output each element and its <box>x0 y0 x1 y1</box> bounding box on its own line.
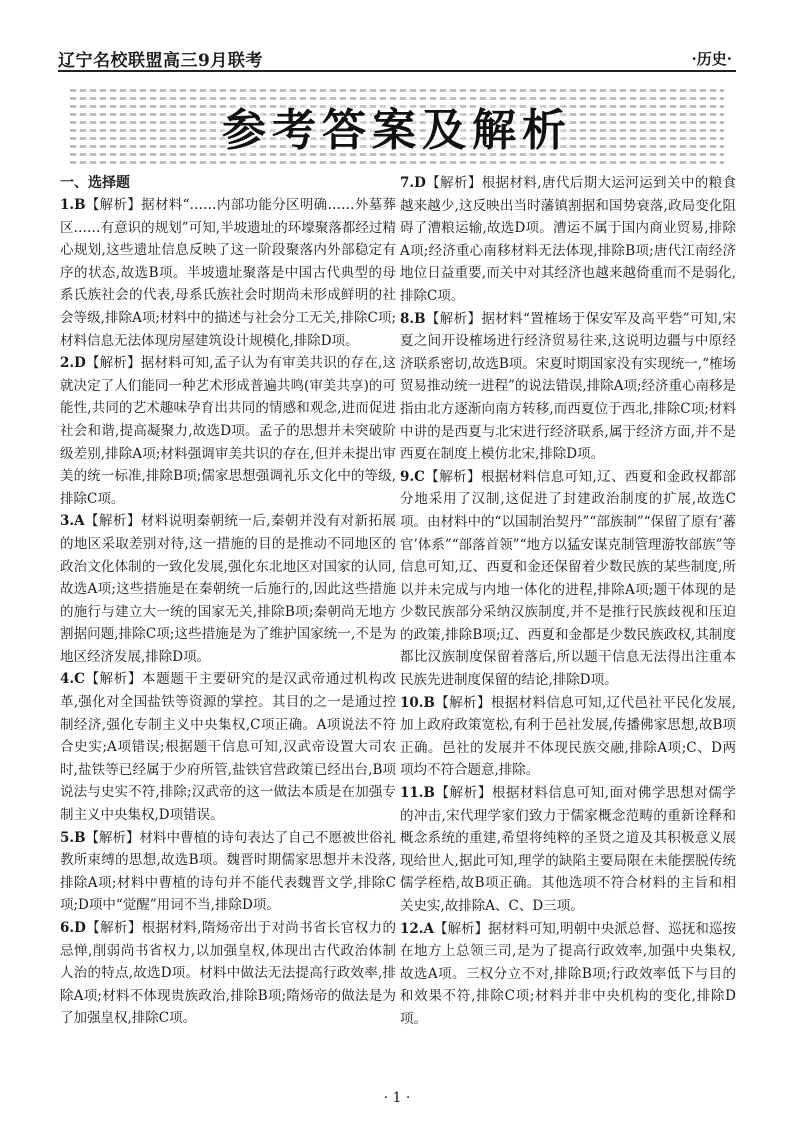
left-column <box>60 172 396 1030</box>
answer-item-2: 2.D【解析】据材料可知,孟子认为有审美共识的存在,这就决定了人们能同一种艺术形成普遍共鸣(审美共享)的可能性,共同的艺术趣味孕育出共同的情感和观念,进而促进社会和谐,提高凝聚力,故选D项。孟子的思想并未突破阶级差别,排除A项;材料强调审美共识的存在,但并未提出审美的统一标准,排除B项;儒家思想强调礼乐文化中的等级,排除C项。 <box>60 355 396 507</box>
answer-item-12: 12.A【解析】据材料可知,明朝中央派总督、巡抚和巡按在地方上总领三司,是为了提高行政效率,加强中央集权,故选A项。三权分立不对,排除B项;行政效率低下与目的和效果不符,排除C项;材料并非中央机构的变化,排除D项。 <box>400 920 736 1027</box>
answer-item-1: 1.B【解析】据材料“……内部功能分区明确……外墓葬区……有意识的规划”可知,半坡遗址的环壕聚落都经过精心规划,这些遗址信息反映了这一阶段聚落内外部稳定有序的状态,故选B项。半坡遗址聚落是中国古代典型的母系氏族社会的代表,母系氏族社会时期尚未形成鲜明的社会等级,排除A项;材料中的描述与社会分工无关,排除C项;材料信息无法体现房屋建筑设计规模化,排除D项。 <box>60 197 396 349</box>
answer-item-7: 7.D【解析】根据材料,唐代后期大运河运到关中的粮食越来越少,这反映出当时藩镇割据和国势衰落,政局变化阻碍了漕粮运输,故选D项。漕运不属于国内商业贸易,排除A项;经济重心南移材料无法体现,排除B项;唐代江南经济地位日益重要,而关中对其经济也越来越倚重而不是弱化,排除C项。 <box>400 175 736 304</box>
answer-item-4: 4.C【解析】本题题干主要研究的是汉武帝通过机构改革,强化对全国盐铁等资源的掌控。其目的之一是通过控制经济,强化专制主义中央集权,C项正确。A项说法不符合史实;A项错误;根据题干信息可知,汉武帝设置大司农时,盐铁等已经属于少府所管,盐铁官营政策已经出台,B项说法与史实不符,排除;汉武帝的这一做法本质是在加强专制主义中央集权,D项错误。 <box>60 671 396 824</box>
answer-item-10: 10.B【解析】根据材料信息可知,辽代邑社平民化发展,加上政府政策宽松,有利于邑社发展,传播佛家思想,故B项正确。邑社的发展并不体现民族交融,排除A项;C、D两项均不符合题意,排除。 <box>400 694 736 779</box>
page-header <box>58 44 736 72</box>
page-number: · 1 · <box>383 1090 411 1106</box>
answer-item-5: 5.B【解析】材料中曹植的诗句表达了自己不愿被世俗礼教所束缚的思想,故选B项。魏晋时期儒家思想并未没落,排除A项;材料中曹植的诗句并不能代表魏晋文学,排除C项;D项中“觉醒”用词不当,排除D项。 <box>60 829 397 914</box>
exam-title: 辽宁名校联盟高三9月联考 <box>58 51 263 71</box>
title-banner <box>70 84 724 164</box>
answer-item-3: 3.A【解析】材料说明秦朝统一后,秦朝并没有对新拓展的地区采取差别对待,这一措施的目的是推动不同地区的政治文化体制的一致化发展,强化东北地区对国家的认同,故选A项;这些措施是在秦朝统一后施行的,因此这些措施的施行与建立大一统的国家无关,排除B项;秦朝尚无地方割据问题,排除C项;这些措施是为了维护国家统一,不是为地区经济发展,排除D项。 <box>60 513 396 665</box>
section-title: 一、选择题 <box>60 175 130 191</box>
answer-item-9: 9.C【解析】根据材料信息可知,辽、西夏和金政权都部分地采用了汉制,这促进了封建政治制度的扩展,故选C项。由材料中的“以国制治契丹”“部族制”“保留了原有‘蕃官’体系”“部落首领”“地方以猛安谋克制管理游牧部族”等信息可知,辽、西夏和金还保留着少数民族的某些制度,所以并未完成与内地一体化的进程,排除A项;题干体现的是少数民族部分采纳汉族制度,并不是推行民族歧视和压迫的政策,排除B项;辽、西夏和金都是少数民族政权,其制度都比汉族制度保留着落后,所以题干信息无法得出注重本民族先进制度保留的结论,排除D项。 <box>400 468 736 689</box>
answer-item-11: 11.B【解析】根据材料信息可知,面对佛学思想对儒学的冲击,宋代理学家们致力于儒家概念范畴的重新诠释和概念系统的重建,希望将纯粹的圣贤之道及其积极意义展现给世人,据此可知,理学的缺陷主要局限在未能摆脱传统儒学桎梏,故B项正确。其他选项不符合材料的主旨和相关史实,故排除A、C、D三项。 <box>400 785 736 914</box>
subject-label: ·历史· <box>691 50 732 68</box>
answer-item-8: 8.B【解析】据材料“置榷场于保安军及高平砦”可知,宋夏之间开设榷场进行经济贸易往来,这说明边疆与中原经济联系密切,故选B项。宋夏时期国家没有实现统一,“榷场贸易推动统一进程”的说法错误,排除A项;经济重心南移是指由北方逐渐向南方转移,而西夏位于西北,排除C项;材料中讲的是西夏与北宋进行经济联系,属于经济方面,并不是西夏在制度上模仿北宋,排除D项。 <box>400 310 736 463</box>
right-column <box>400 172 736 1031</box>
answer-item-6: 6.D【解析】根据材料,隋炀帝出于对尚书省长官权力的忌惮,削弱尚书省权力,以加强皇权,体现出古代政治体制人治的特点,故选D项。材料中做法无法提高行政效率,排除A项;材料不体现贵族政治,排除B项;隋炀帝的做法是为了加强皇权,排除C项。 <box>60 920 396 1027</box>
banner-title: 参考答案及解析 <box>222 105 572 156</box>
